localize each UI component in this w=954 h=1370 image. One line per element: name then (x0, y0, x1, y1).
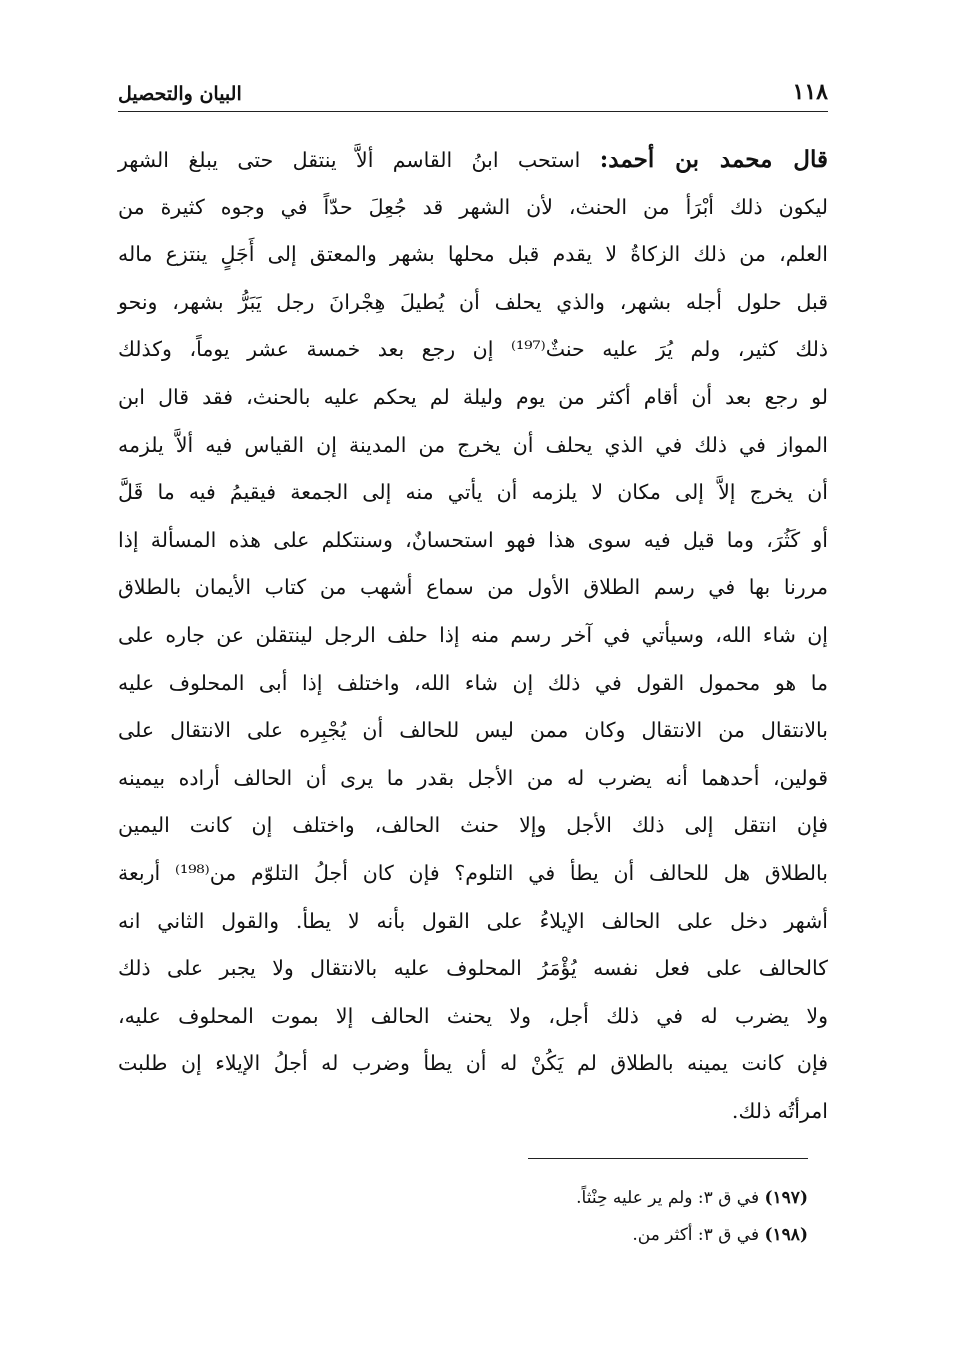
text-line: فإن انتقل إلى ذلك الأجل وإلا حنث الحالف، واختلف إن كانت اليمين (118, 813, 828, 838)
text-line: أشهر دخل على الحالف الإيلاءُ على القول بأنه لا يطأ. والقول الثاني انه (118, 908, 828, 933)
footnotes (128, 1180, 808, 1254)
footnote-item (128, 1180, 808, 1217)
page-number: ١١٨ (792, 79, 828, 105)
speaker-label: قال محمد بن أحمد: (599, 146, 828, 173)
main-text (118, 136, 828, 1135)
footnote-text: في ق ٣: أكثر من. (632, 1225, 760, 1245)
footnote-divider (528, 1158, 808, 1159)
footnote-item (128, 1217, 808, 1254)
footnote-number: (١٩٨) (764, 1225, 808, 1245)
text-line: لو رجع بعد أن أقام أكثر من يوم وليلة لم يحكم عليه بالحنث، فقد قال ابن (118, 384, 828, 409)
text-line: قبل حلول أجله بشهر، والذي يحلف أن يُطيلَ هِجْرانَ رجل يَبَرُّ بشهر، ونحو (118, 289, 828, 314)
text-line: مررنا بها في رسم الطلاق الأول من سماع أشهب من كتاب الأيمان بالطلاق (118, 575, 828, 600)
footnote-text: في ق ٣: ولم ير عليه حِنْثاً. (576, 1188, 760, 1208)
running-title: البيان والتحصيل (118, 83, 242, 105)
text-line: قولين، أحدهما أنه يضرب له من الأجل بقدر ما يرى أن الحالف أراده بيمينه (118, 765, 828, 790)
text-line: ليكون ذلك أبْرَأ من الحنث، لأن الشهر قد جُعِلَ حدّاً في وجوه كثيرة من (118, 194, 828, 219)
page-header (118, 72, 828, 112)
text-line: ولا يضرب له في ذلك أجل، ولا يحنث الحالف إلا بموت المحلوف عليه، (118, 1003, 828, 1028)
text-line: إن شاء الله، وسيأتي في آخر رسم منه إذا حلف الرجل لينتقلن عن جاره على (118, 622, 828, 647)
text-line: كالحالف على فعل نفسه يُؤْمَرُ المحلوف عليه بالانتقال ولا يجبر على ذلك (118, 956, 828, 981)
text-line: بالطلاق هل للحالف أن يطأ في التلوم؟ فإن كان أجلُ التلوّم من⁽¹⁹⁸⁾ أربعة (118, 860, 829, 885)
footnote-number: (١٩٧) (764, 1188, 808, 1208)
text-line: فإن كانت يمينه بالطلاق لم يَكُنْ له أن يطأ وضرب له أجلُ الإيلاء إن طلبت (118, 1051, 828, 1076)
text-line: أو كَثُرَ، وما قيل فيه سوى هذا فهو استحسانٌ، وسنتكلم على هذه المسألة إذا (118, 527, 828, 552)
text-line: المواز في ذلك في الذي يحلف أن يخرج من المدينة إن القياس فيه ألاَّ يلزمه (118, 432, 828, 457)
text-line: بالانتقال من الانتقال وكان ممن ليس للحالف أن يُجْبِره على الانتقال على (118, 718, 828, 743)
text-line: ذلك كثير، ولم يُرَ عليه حنثٌ⁽¹⁹⁷⁾ إن رجع بعد خمسة عشر يوماً، وكذلك (118, 337, 828, 362)
text-line: العلم، من ذلك الزكاةُ لا يقدم قبل محلها بشهر والمعتق إلى أَجَلٍ ينتزع ماله (118, 242, 828, 267)
text-line: قال محمد بن أحمد: استحب ابنُ القاسم ألاَّ ينتقل حتى يبلغ الشهر (118, 146, 828, 173)
text-line: أن يخرج إلاَّ إلى مكان لا يلزمه أن يأتي منه إلى الجمعة فيقيمُ فيه ما قَلَّ (118, 480, 828, 505)
text-line: ما هو محمول القول في ذلك إن شاء الله، واختلف إذا أبى المحلوف عليه (118, 670, 828, 695)
text-line: امرأتُه ذلك. (731, 1098, 828, 1123)
